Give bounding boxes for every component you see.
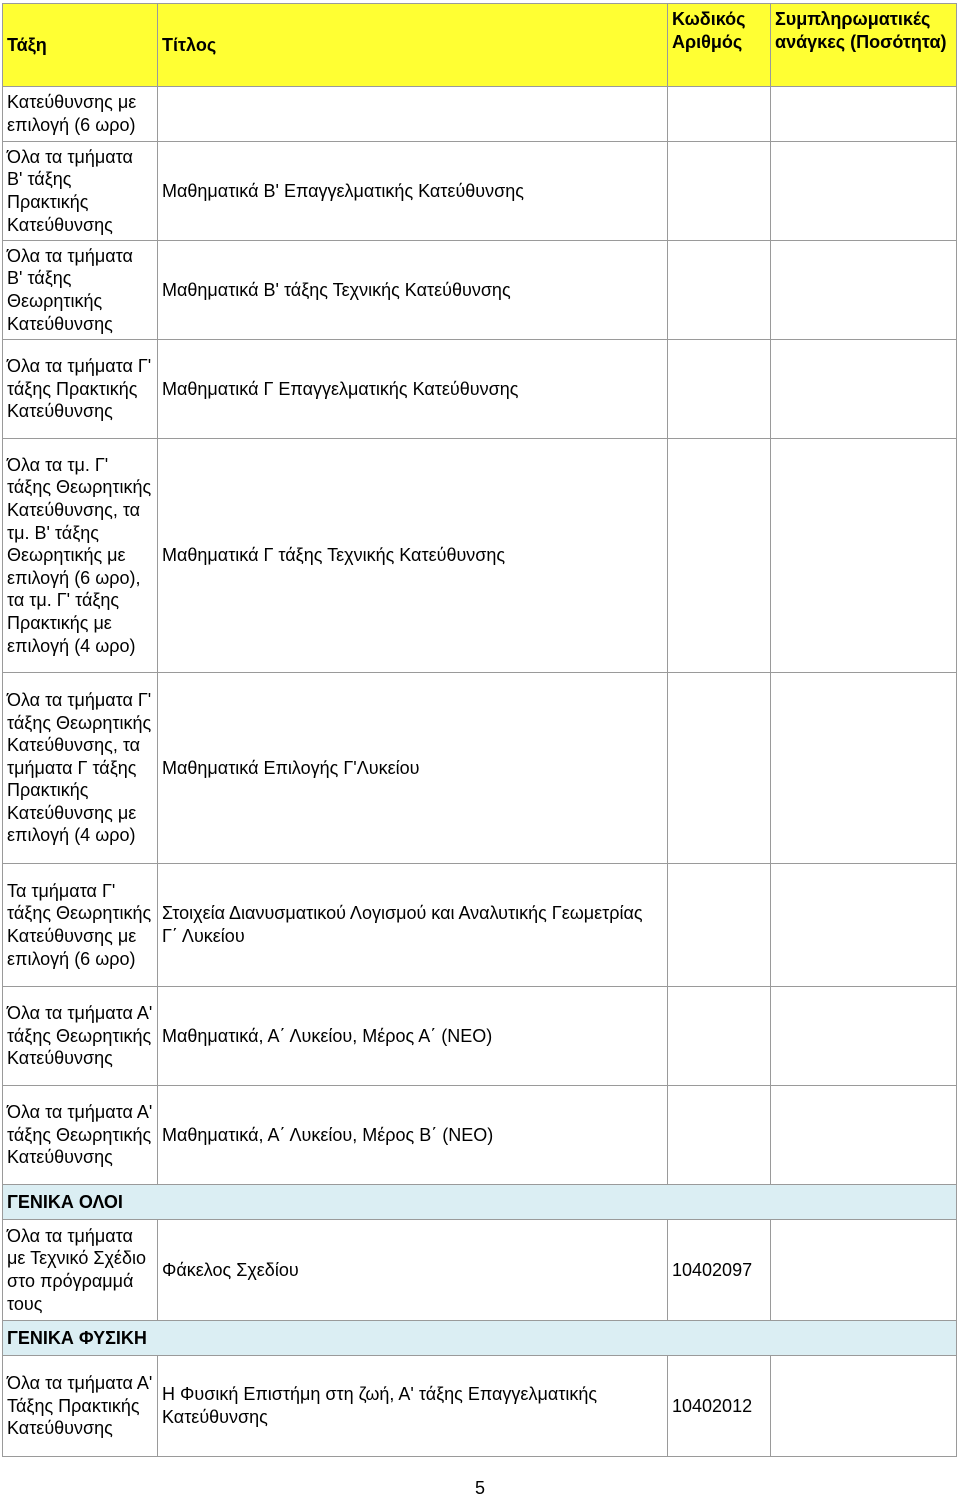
title-cell: Στοιχεία Διανυσματικού Λογισμού και Αναλυτικής Γεωμετρίας Γ΄ Λυκείου bbox=[158, 864, 668, 987]
title-cell: Μαθηματικά, Α΄ Λυκείου, Μέρος Β΄ (ΝΕΟ) bbox=[158, 1086, 668, 1185]
title-cell: Μαθηματικά Επιλογής Γ'Λυκείου bbox=[158, 673, 668, 864]
code-cell bbox=[668, 241, 771, 340]
section-row-general bbox=[3, 1185, 957, 1220]
title-cell: Η Φυσική Επιστήμη στη ζωή, Α' τάξης Επαγγελματικής Κατεύθυνσης bbox=[158, 1356, 668, 1457]
table-row bbox=[3, 87, 957, 142]
header-class: Τάξη bbox=[3, 4, 158, 87]
table-row bbox=[3, 241, 957, 340]
code-cell bbox=[668, 340, 771, 439]
code-cell bbox=[668, 142, 771, 241]
needs-cell bbox=[771, 864, 957, 987]
section-row-physics bbox=[3, 1321, 957, 1356]
class-cell: Όλα τα τμήματα Γ' τάξης Θεωρητικής Κατεύθυνσης, τα τμήματα Γ τάξης Πρακτικής Κατεύθυνσης με επιλογή (4 ωρο) bbox=[3, 673, 158, 864]
section-title-physics: ΓΕΝΙΚΑ ΦΥΣΙΚΗ bbox=[3, 1321, 957, 1356]
title-cell: Φάκελος Σχεδίου bbox=[158, 1220, 668, 1321]
header-row bbox=[3, 4, 957, 87]
table-row bbox=[3, 340, 957, 439]
table-row bbox=[3, 1220, 957, 1321]
class-cell: Τα τμήματα Γ' τάξης Θεωρητικής Κατεύθυνσης με επιλογή (6 ωρο) bbox=[3, 864, 158, 987]
table-row bbox=[3, 673, 957, 864]
class-cell: Όλα τα τμήματα Α' Τάξης Πρακτικής Κατεύθυνσης bbox=[3, 1356, 158, 1457]
class-cell: Όλα τα τμήματα Α' τάξης Θεωρητικής Κατεύθυνσης bbox=[3, 1086, 158, 1185]
needs-cell bbox=[771, 1356, 957, 1457]
title-cell: Μαθηματικά Β' τάξης Τεχνικής Κατεύθυνσης bbox=[158, 241, 668, 340]
needs-cell bbox=[771, 142, 957, 241]
table-row bbox=[3, 1086, 957, 1185]
table-row bbox=[3, 987, 957, 1086]
class-cell: Όλα τα τμήματα Β' τάξης Θεωρητικής Κατεύθυνσης bbox=[3, 241, 158, 340]
class-cell: Όλα τα τμ. Γ' τάξης Θεωρητικής Κατεύθυνσης, τα τμ. Β' τάξης Θεωρητικής με επιλογή (6 ωρο), τα τμ. Γ' τάξης Πρακτικής με επιλογή (4 ωρο) bbox=[3, 439, 158, 673]
needs-cell bbox=[771, 1220, 957, 1321]
title-cell bbox=[158, 87, 668, 142]
section-title-general: ΓΕΝΙΚΑ ΟΛΟΙ bbox=[3, 1185, 957, 1220]
code-cell: 10402097 bbox=[668, 1220, 771, 1321]
needs-cell bbox=[771, 987, 957, 1086]
class-cell: Όλα τα τμήματα Γ' τάξης Πρακτικής Κατεύθυνσης bbox=[3, 340, 158, 439]
title-cell: Μαθηματικά Γ Επαγγελματικής Κατεύθυνσης bbox=[158, 340, 668, 439]
class-cell: Όλα τα τμήματα Α' τάξης Θεωρητικής Κατεύθυνσης bbox=[3, 987, 158, 1086]
code-cell bbox=[668, 87, 771, 142]
needs-cell bbox=[771, 87, 957, 142]
books-table bbox=[2, 3, 957, 1457]
header-title: Τίτλος bbox=[158, 4, 668, 87]
page-number: 5 bbox=[474, 1478, 485, 1498]
table-row bbox=[3, 864, 957, 987]
needs-cell bbox=[771, 439, 957, 673]
class-cell: Όλα τα τμήματα με Τεχνικό Σχέδιο στο πρόγραμμά τους bbox=[3, 1220, 158, 1321]
title-cell: Μαθηματικά, Α΄ Λυκείου, Μέρος Α΄ (ΝΕΟ) bbox=[158, 987, 668, 1086]
needs-cell bbox=[771, 340, 957, 439]
header-needs: Συμπληρωματικές ανάγκες (Ποσότητα) bbox=[771, 4, 957, 87]
needs-cell bbox=[771, 673, 957, 864]
needs-cell bbox=[771, 1086, 957, 1185]
class-cell: Κατεύθυνσης με επιλογή (6 ωρο) bbox=[3, 87, 158, 142]
table-row bbox=[3, 439, 957, 673]
class-cell: Όλα τα τμήματα Β' τάξης Πρακτικής Κατεύθυνσης bbox=[3, 142, 158, 241]
code-cell bbox=[668, 673, 771, 864]
title-cell: Μαθηματικά Γ τάξης Τεχνικής Κατεύθυνσης bbox=[158, 439, 668, 673]
code-cell bbox=[668, 864, 771, 987]
code-cell: 10402012 bbox=[668, 1356, 771, 1457]
code-cell bbox=[668, 987, 771, 1086]
code-cell bbox=[668, 1086, 771, 1185]
needs-cell bbox=[771, 241, 957, 340]
header-code: Κωδικός Αριθμός bbox=[668, 4, 771, 87]
title-cell: Μαθηματικά Β' Επαγγελματικής Κατεύθυνσης bbox=[158, 142, 668, 241]
table-row bbox=[3, 142, 957, 241]
code-cell bbox=[668, 439, 771, 673]
table-row bbox=[3, 1356, 957, 1457]
